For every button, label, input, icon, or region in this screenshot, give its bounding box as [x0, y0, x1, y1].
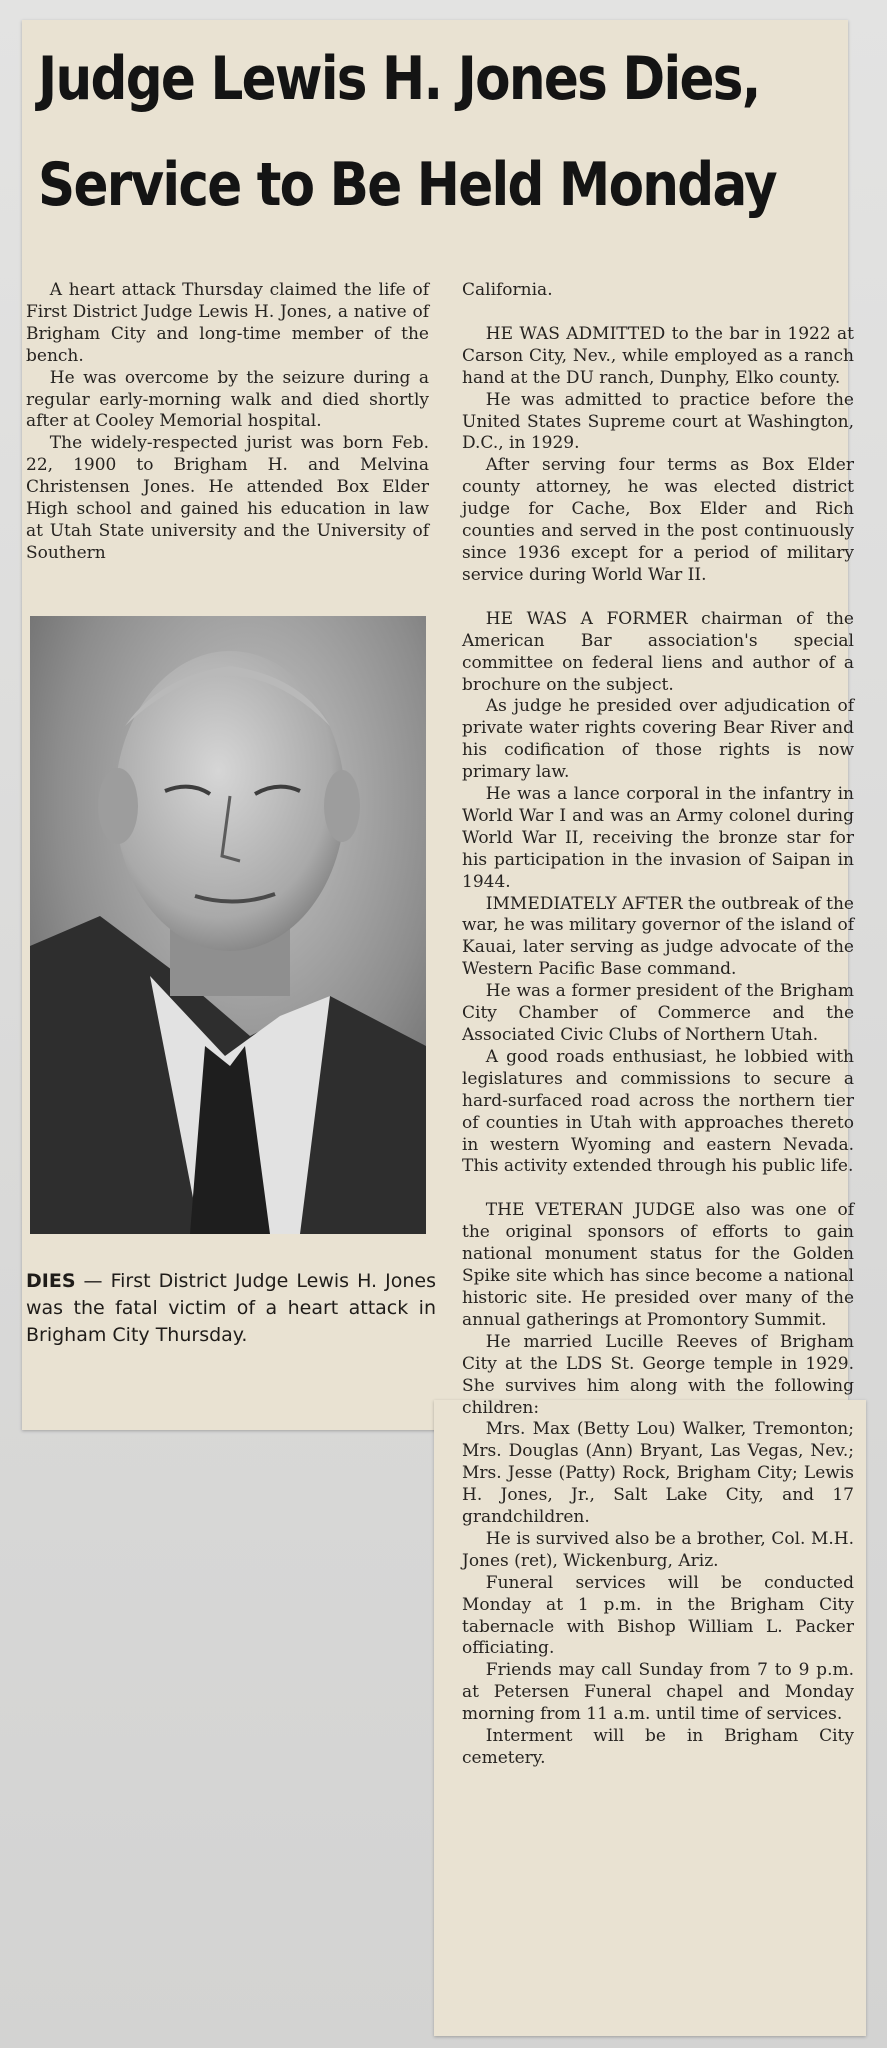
right-column	[462, 280, 854, 1770]
paragraph: IMMEDIATELY AFTER the outbreak of the war, he was military governor of the island of Kauai, later serving as judge advocate of the Western Pacific Base command.	[462, 893, 854, 980]
headline	[38, 26, 776, 238]
paragraph: He married Lucille Reeves of Brigham City at the LDS St. George temple in 1929. She survives him along with the following children:	[462, 1331, 854, 1418]
paragraph: After serving four terms as Box Elder county attorney, he was elected district judge for Cache, Box Elder and Rich counties and served in the post continuously since 1936 except for a period of military service during World War II.	[462, 455, 854, 585]
paragraph: As judge he presided over adjudication of private water rights covering Bear River and his codification of those rights is now primary law.	[462, 696, 854, 783]
paragraph: He is survived also be a brother, Col. M.H. Jones (ret), Wickenburg, Ariz.	[462, 1528, 854, 1571]
paragraph: He was a former president of the Brigham City Chamber of Commerce and the Associated Civic Clubs of Northern Utah.	[462, 981, 854, 1045]
paragraph: The widely-respected jurist was born Feb. 22, 1900 to Brigham H. and Melvina Christensen Jones. He attended Box Elder High school and gained his education in law at Utah State university and the University of Southern	[26, 433, 429, 563]
caption-text: — First District Judge Lewis H. Jones was the fatal victim of a heart attack in Brigham City Thursday.	[26, 1270, 436, 1346]
paragraph: THE VETERAN JUDGE also was one of the original sponsors of efforts to gain national monument status for the Golden Spike site which has since become a national historic site. He presided over many of the annual gatherings at Promontory Summit.	[462, 1200, 854, 1330]
paragraph: He was a lance corporal in the infantry in World War I and was an Army colonel during World War II, receiving the bronze star for his participation in the invasion of Saipan in 1944.	[462, 784, 854, 892]
paragraph: Mrs. Max (Betty Lou) Walker, Tremonton; Mrs. Douglas (Ann) Bryant, Las Vegas, Nev.; Mrs. Jesse (Patty) Rock, Brigham City; Lewis H. Jones, Jr., Salt Lake City, and 17 grandchildren.	[462, 1419, 854, 1528]
left-column	[26, 280, 429, 565]
headline-line-1: Judge Lewis H. Jones Dies,	[38, 44, 760, 114]
portrait-illustration	[30, 616, 426, 1234]
paragraph: Interment will be in Brigham City cemetery.	[462, 1726, 854, 1768]
paragraph: Funeral services will be conducted Monday at 1 p.m. in the Brigham City tabernacle with Bishop William L. Packer officiating.	[462, 1572, 854, 1659]
paragraph: California.	[462, 280, 553, 300]
judge-portrait-photo	[30, 616, 426, 1234]
paragraph: He was overcome by the seizure during a regular early-morning walk and died shortly after at Cooley Memorial hospital.	[26, 367, 429, 432]
headline-line-2: Service to Be Held Monday	[38, 150, 776, 220]
paragraph: HE WAS A FORMER chairman of the American Bar association's special committee on federal liens and author of a brochure on the subject.	[462, 608, 854, 695]
paragraph: A good roads enthusiast, he lobbied with legislatures and commissions to secure a hard-surfaced road across the northern tier of counties in Utah with approaches thereto in western Wyoming and eastern Nevada. This activity extended through his public life.	[462, 1046, 854, 1177]
paragraph: Friends may call Sunday from 7 to 9 p.m. at Petersen Funeral chapel and Monday morning from 11 a.m. until time of services.	[462, 1660, 854, 1725]
paragraph: HE WAS ADMITTED to the bar in 1922 at Carson City, Nev., while employed as a ranch hand at the DU ranch, Dunphy, Elko county.	[462, 323, 854, 388]
photo-caption	[26, 1268, 436, 1349]
paragraph: He was admitted to practice before the United States Supreme court at Washington, D.C., in 1929.	[462, 389, 854, 454]
paragraph: A heart attack Thursday claimed the life of First District Judge Lewis H. Jones, a native of Brigham City and long-time member of the bench.	[26, 280, 429, 366]
caption-lead: DIES	[26, 1270, 76, 1292]
